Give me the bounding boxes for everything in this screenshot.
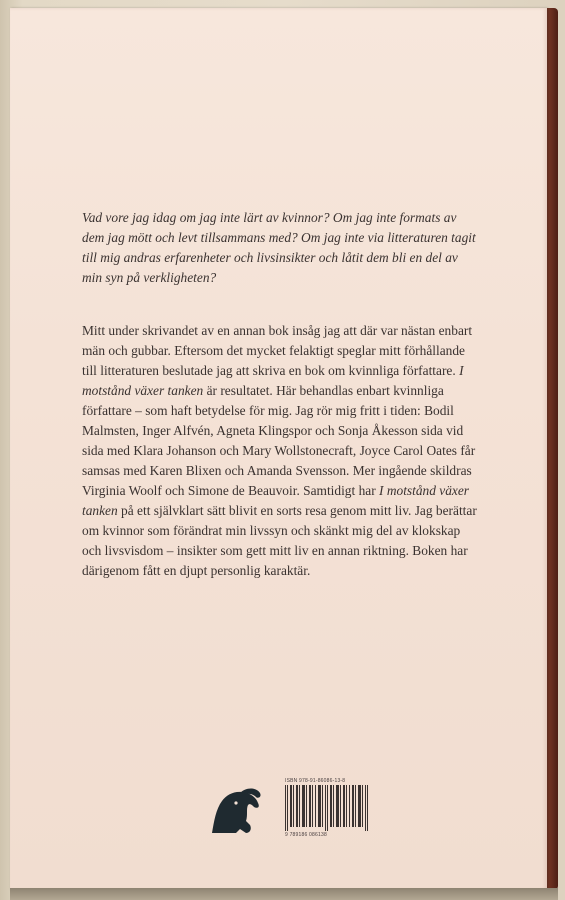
barcode (285, 785, 369, 831)
body-text-1: Mitt under skrivandet av en annan bok insåg jag att där var nästan enbart män och gubbar. Eftersom det mycket felaktigt speglar mitt förhållande till litteraturen beslutade jag att skriva en bok om kvinnliga författare. (82, 323, 473, 378)
body-paragraph (82, 321, 480, 581)
book-title-ref-2: I motstånd växer tanken (82, 483, 470, 518)
table-surface (10, 888, 558, 900)
book-title-ref-1: I motstånd växer tanken (82, 363, 464, 398)
body-text-3: på ett självklart sätt blivit en sorts resa genom mitt liv. Jag berättar om kvinnor som förändrat min livssyn och skänkt mig del av klokskap och livsvisdom – insikter som gett mitt liv en annan riktning. Boken har därigenom fått en djupt personlig karaktär. (82, 503, 477, 578)
blurb-body (82, 321, 480, 581)
goat-head-icon (206, 783, 264, 841)
isbn-label: ISBN 978-91-86086-13-8 (285, 778, 346, 784)
body-text-2: är resultatet. Här behandlas enbart kvinnliga författare – som haft betydelse för mig. Jag rör mig fritt i tiden: Bodil Malmsten, Inger Alfvén, Agneta Klingspor och Sonja Åkesson sida vid sida med Klara Johanson och Mary Wollstonecraft, Joyce Carol Oates får samsas med Karen Blixen och Amanda Svensson. Mer ingående skildras Virginia Woolf och Simone de Beauvoir. Samtidigt har (82, 383, 476, 498)
blurb-quote (82, 208, 480, 288)
quote-text: Vad vore jag idag om jag inte lärt av kvinnor? Om jag inte formats av dem jag mött och levt tillsammans med? Om jag inte via litteraturen tagit till mig andras erfarenheter och livsinsikter och låtit dem bli en del av min syn på verkligheten? (82, 210, 476, 285)
barcode-digits: 9 789186 086138 (285, 832, 327, 838)
